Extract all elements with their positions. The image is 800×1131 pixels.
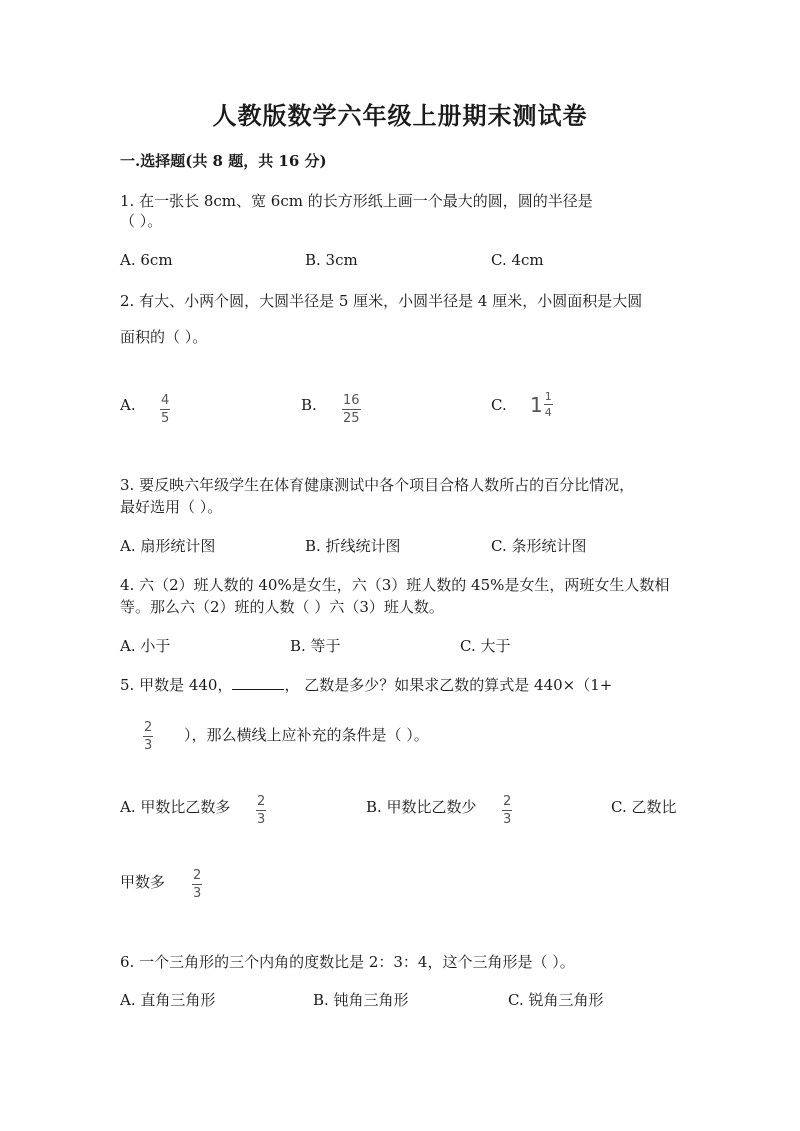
question-2-option-a-fraction: [160, 389, 170, 425]
question-2-line-2: 面积的（ ）。: [120, 328, 208, 346]
question-6-line-1: 6. 一个三角形的三个内角的度数比是 2：3：4，这个三角形是（ ）。: [120, 953, 575, 971]
question-5-text-part-1: 5. 甲数是 440，: [120, 676, 233, 694]
question-4-line-2: 等。那么六（2）班的人数（ ）六（3）班人数。: [120, 598, 444, 616]
fraction-denominator: 4: [544, 406, 552, 419]
option-b-label: B.: [301, 396, 317, 414]
fraction-numerator: 16: [343, 393, 360, 408]
question-1-line-2: （ ）。: [120, 212, 163, 230]
question-6-option-c[interactable]: C. 锐角三角形: [508, 991, 604, 1009]
question-2-option-b-fraction: [342, 389, 361, 425]
question-5-text-part-2: ， 乙数是多少？如果求乙数的算式是 440×（1+: [284, 676, 613, 694]
fill-in-blank[interactable]: [232, 675, 284, 690]
option-c-label: C.: [491, 396, 507, 414]
question-5-option-c-fraction: [192, 864, 202, 900]
question-2-option-c-mixed-number: [530, 391, 553, 418]
fraction-numerator: 2: [257, 794, 266, 809]
mixed-whole: 1: [530, 392, 543, 417]
fraction-denominator: 3: [503, 812, 512, 827]
fraction-numerator: 4: [161, 393, 170, 408]
fraction-denominator: 3: [257, 812, 266, 827]
fraction-numerator: 2: [193, 868, 202, 883]
fraction-numerator: 2: [503, 794, 512, 809]
question-4-option-b[interactable]: B. 等于: [290, 637, 341, 655]
fraction-denominator: 25: [343, 411, 360, 426]
question-5-line-1: [120, 674, 612, 695]
question-3-line-1: 3. 要反映六年级学生在体育健康测试中各个项目合格人数所占的百分比情况，: [120, 476, 635, 494]
question-5-option-a[interactable]: A. 甲数比乙数多: [120, 798, 231, 816]
fraction-numerator: 1: [544, 390, 552, 403]
question-4-line-1: 4. 六（2）班人数的 40%是女生，六（3）班人数的 45%是女生，两班女生人数相: [120, 576, 670, 594]
question-4-option-c[interactable]: C. 大于: [460, 637, 511, 655]
option-a-label: A.: [120, 396, 136, 414]
question-5-option-b[interactable]: B. 甲数比乙数少: [366, 798, 477, 816]
question-5-option-c-continued: 甲数多: [120, 873, 166, 891]
question-6-option-b[interactable]: B. 钝角三角形: [313, 991, 409, 1009]
question-2-option-c[interactable]: [491, 396, 507, 414]
question-5-fraction: [143, 716, 153, 752]
fraction-denominator: 3: [193, 886, 202, 901]
question-5-line-2: ），那么横线上应补充的条件是（ ）。: [184, 726, 429, 744]
question-3-option-b[interactable]: B. 折线统计图: [305, 537, 401, 555]
question-6-option-a[interactable]: A. 直角三角形: [120, 991, 216, 1009]
question-3-option-a[interactable]: A. 扇形统计图: [120, 537, 216, 555]
question-4-option-a[interactable]: A. 小于: [120, 637, 171, 655]
question-5-option-a-fraction: [256, 790, 266, 826]
fraction-numerator: 2: [144, 720, 153, 735]
fraction-denominator: 3: [144, 738, 153, 753]
question-3-line-2: 最好选用（ ）。: [120, 498, 223, 516]
question-2-option-a[interactable]: [120, 396, 136, 414]
question-1-option-b[interactable]: B. 3cm: [305, 251, 358, 269]
question-2-option-b[interactable]: [301, 396, 317, 414]
page-title: 人教版数学六年级上册期末测试卷: [212, 101, 588, 130]
question-3-option-c[interactable]: C. 条形统计图: [491, 537, 587, 555]
question-5-option-b-fraction: [502, 790, 512, 826]
section-heading: 一.选择题(共 8 题，共 16 分): [120, 152, 327, 170]
question-1-line-1: 1. 在一张长 8cm、宽 6cm 的长方形纸上画一个最大的圆，圆的半径是: [120, 192, 593, 210]
question-5-option-c[interactable]: C. 乙数比: [611, 798, 677, 816]
question-2-line-1: 2. 有大、小两个圆，大圆半径是 5 厘米，小圆半径是 4 厘米，小圆面积是大圆: [120, 292, 643, 310]
question-1-option-a[interactable]: A. 6cm: [120, 251, 173, 269]
question-1-option-c[interactable]: C. 4cm: [491, 251, 544, 269]
fraction-denominator: 5: [161, 411, 170, 426]
